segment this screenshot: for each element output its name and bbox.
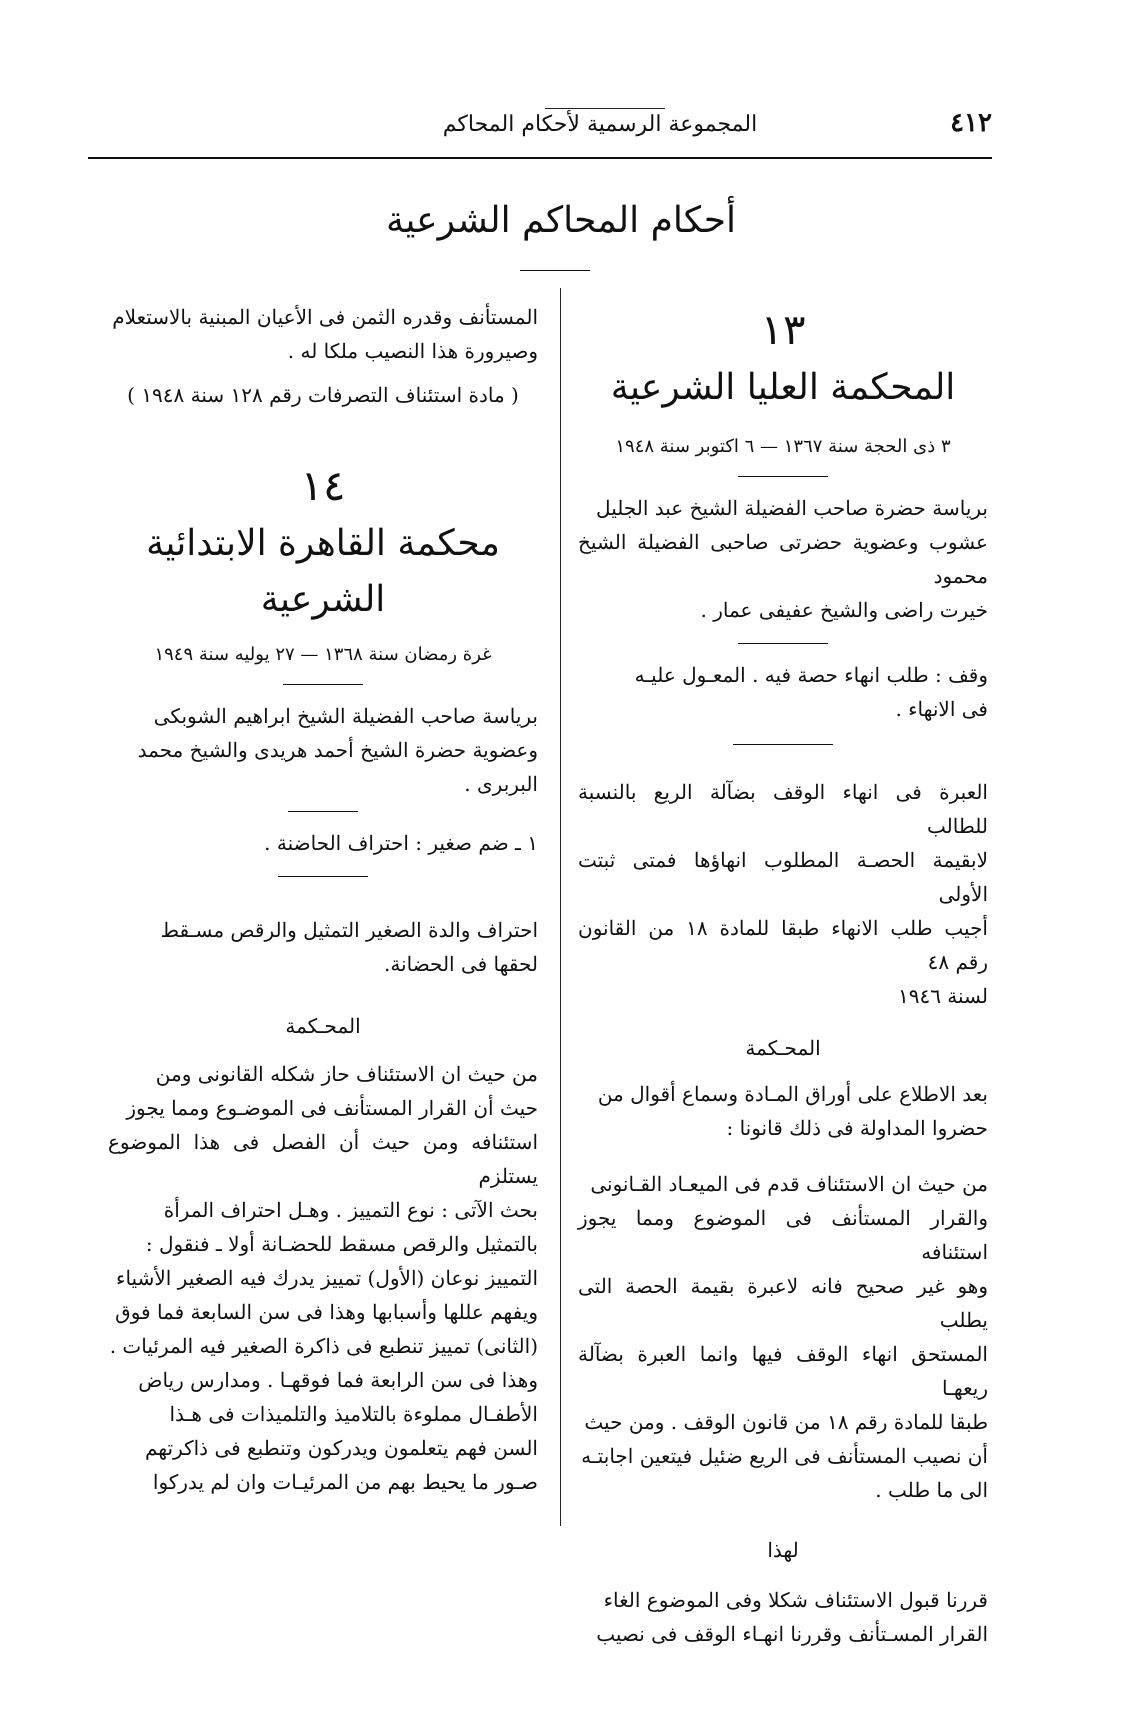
divider <box>278 876 368 877</box>
continuation-paragraph <box>108 300 538 368</box>
divider <box>738 643 828 644</box>
principle-line: أجيب طلب الانهاء طبقا للمادة ١٨ من القانون رقم ٤٨ <box>578 916 988 974</box>
court-heading: المحـكمة <box>745 1036 821 1060</box>
reasoning-line: بحث الآتى : نوع التمييز . وهـل احتراف المرأة <box>163 1198 538 1222</box>
panel-line: عشوب وعضوية حضرتى صاحبى الفضيلة الشيخ محمود <box>578 530 988 588</box>
panel-line: وعضوية حضرة الشيخ أحمد هريدى والشيخ محمد <box>137 738 538 762</box>
page-number: ٤١٢ <box>950 108 992 138</box>
ruling-paragraph <box>578 1583 988 1651</box>
panel-line: خيرت راضى والشيخ عفيفى عمار . <box>700 598 988 622</box>
reasoning-line: المستحق انهاء الوقف فيها وانما العبرة بضآلة ريعهـا <box>578 1342 988 1400</box>
continuation-line: وصيرورة هذا النصيب ملكا له . <box>287 339 538 363</box>
running-title-overline <box>545 108 665 109</box>
reasoning-line: التمييز نوعان (الأول) تمييز يدرك فيه الصغير الأشياء <box>116 1266 538 1290</box>
topic-line: فى الانهاء . <box>895 697 988 721</box>
reasoning-line: استئنافه ومن حيث أن الفصل فى هذا الموضوع يستلزم <box>108 1130 538 1188</box>
column-divider <box>560 288 561 1526</box>
panel-line: برياسة حضرة صاحب الفضيلة الشيخ عبد الجليل <box>596 496 988 520</box>
header-rule <box>88 157 992 159</box>
reasoning-line: والقرار المستأنف فى الموضوع ومما يجوز استئنافه <box>578 1206 988 1264</box>
section-title-underline <box>520 270 590 271</box>
reasoning-line: السن فهم يتعلمون ويدركون وتنطبع فى ذاكرتهم <box>144 1436 538 1460</box>
reasoning-line: ويفهم عللها وأسبابها وهذا فى سن السابعة فما فوق <box>115 1300 538 1324</box>
judgment-date: ٣ ذى الحجة سنة ١٣٦٧ — ٦ اكتوبر سنة ١٩٤٨ <box>615 436 951 457</box>
divider <box>733 744 833 745</box>
divider <box>283 684 363 685</box>
divider <box>738 476 828 477</box>
court-name: محكمة القاهرة الابتدائية الشرعية <box>146 523 500 620</box>
case-reference: ( مادة استئناف التصرفات رقم ١٢٨ سنة ١٩٤٨ ) <box>127 383 519 407</box>
reasoning-line: بالتمثيل والرقص مسقط للحضـانة أولا ـ فنقول : <box>145 1232 538 1256</box>
case-topic <box>578 658 988 726</box>
intro-line: بعد الاطلاع على أوراق المـادة وسماع أقوال من <box>597 1082 988 1106</box>
legal-principle <box>108 913 538 981</box>
divider <box>288 811 358 812</box>
case-topic: ١ ـ ضم صغير : احتراف الحاضنة . <box>264 831 538 855</box>
reasoning-paragraph <box>578 1167 988 1507</box>
reasoning-line: الى ما طلب . <box>875 1478 988 1502</box>
intro-line: حضروا المداولة فى ذلك قانونا : <box>726 1116 988 1140</box>
reasoning-line: صـور ما يحيط بهم من المرئيـات وان لم يدركوا <box>152 1470 538 1494</box>
principle-line: لسنة ١٩٤٦ <box>897 984 988 1008</box>
topic-line: وقف : طلب انهاء حصة فيه . المعـول عليـه <box>634 663 988 687</box>
reasoning-line: من حيث ان الاستئناف قدم فى الميعـاد القـانونى <box>590 1172 988 1196</box>
reasoning-line: طبقا للمادة رقم ١٨ من قانون الوقف . ومن حيث <box>584 1410 988 1434</box>
judgment-date: غرة رمضان سنة ١٣٦٨ — ٢٧ يوليه سنة ١٩٤٩ <box>154 644 492 665</box>
continuation-line: المستأنف وقدره الثمن فى الأعيان المبنية بالاستعلام <box>112 305 538 329</box>
reasoning-line: حيث أن القرار المستأنف فى الموضـوع ومما يجوز <box>126 1096 538 1120</box>
reasoning-line: (الثانى) تمييز تنطبع فى ذاكرة الصغير فيه المرئيات . <box>109 1334 538 1358</box>
ruling-line: قررنا قبول الاستئناف شكلا وفى الموضوع الغاء <box>603 1588 988 1612</box>
panel-line: برياسة صاحب الفضيلة الشيخ ابراهيم الشوبكى <box>153 704 538 728</box>
therefore-heading: لهذا <box>767 1538 799 1562</box>
panel-line: البربرى . <box>464 772 538 796</box>
ruling-line: القرار المسـتأنف وقررنا انهـاء الوقف فى نصيب <box>596 1622 988 1646</box>
panel-composition <box>578 491 988 627</box>
court-heading: المحـكمة <box>285 1014 361 1038</box>
right-column <box>578 300 988 1651</box>
section-title: أحكام المحاكم الشرعية <box>386 200 736 241</box>
panel-composition <box>108 699 538 801</box>
intro-paragraph <box>578 1077 988 1145</box>
reasoning-paragraph <box>108 1057 538 1499</box>
running-title: المجموعة الرسمية لأحكام المحاكم <box>442 112 758 137</box>
legal-principle <box>578 775 988 1013</box>
page-header <box>90 108 992 148</box>
reasoning-line: الأطفـال مملوءة بالتلاميذ والتلميذات فى هـذا <box>169 1402 538 1426</box>
court-name: المحكمة العليا الشرعية <box>610 367 956 408</box>
reasoning-line: من حيث ان الاستئناف حاز شكله القانونى ومن <box>155 1062 538 1086</box>
principle-line: العبرة فى انهاء الوقف بضآلة الريع بالنسبة للطالب <box>578 780 988 838</box>
principle-line: لابقيمة الحصـة المطلوب انهاؤها فمتى ثبتت الأولى <box>578 848 988 906</box>
reasoning-line: وهذا فى سن الرابعة فما فوقهـا . ومدارس رياض <box>138 1368 538 1392</box>
case-number: ١٤ <box>300 461 346 510</box>
case-number: ١٣ <box>760 305 806 354</box>
left-column <box>108 300 538 1499</box>
principle-line: احتراف والدة الصغير التمثيل والرقص مسـقط <box>160 918 538 942</box>
reasoning-line: أن نصيب المستأنف فى الريع ضئيل فيتعين اجابتـه <box>581 1444 988 1468</box>
reasoning-line: وهو غير صحيح فانه لاعبرة بقيمة الحصة التى يطلب <box>578 1274 988 1332</box>
principle-line: لحقها فى الحضانة. <box>383 952 538 976</box>
